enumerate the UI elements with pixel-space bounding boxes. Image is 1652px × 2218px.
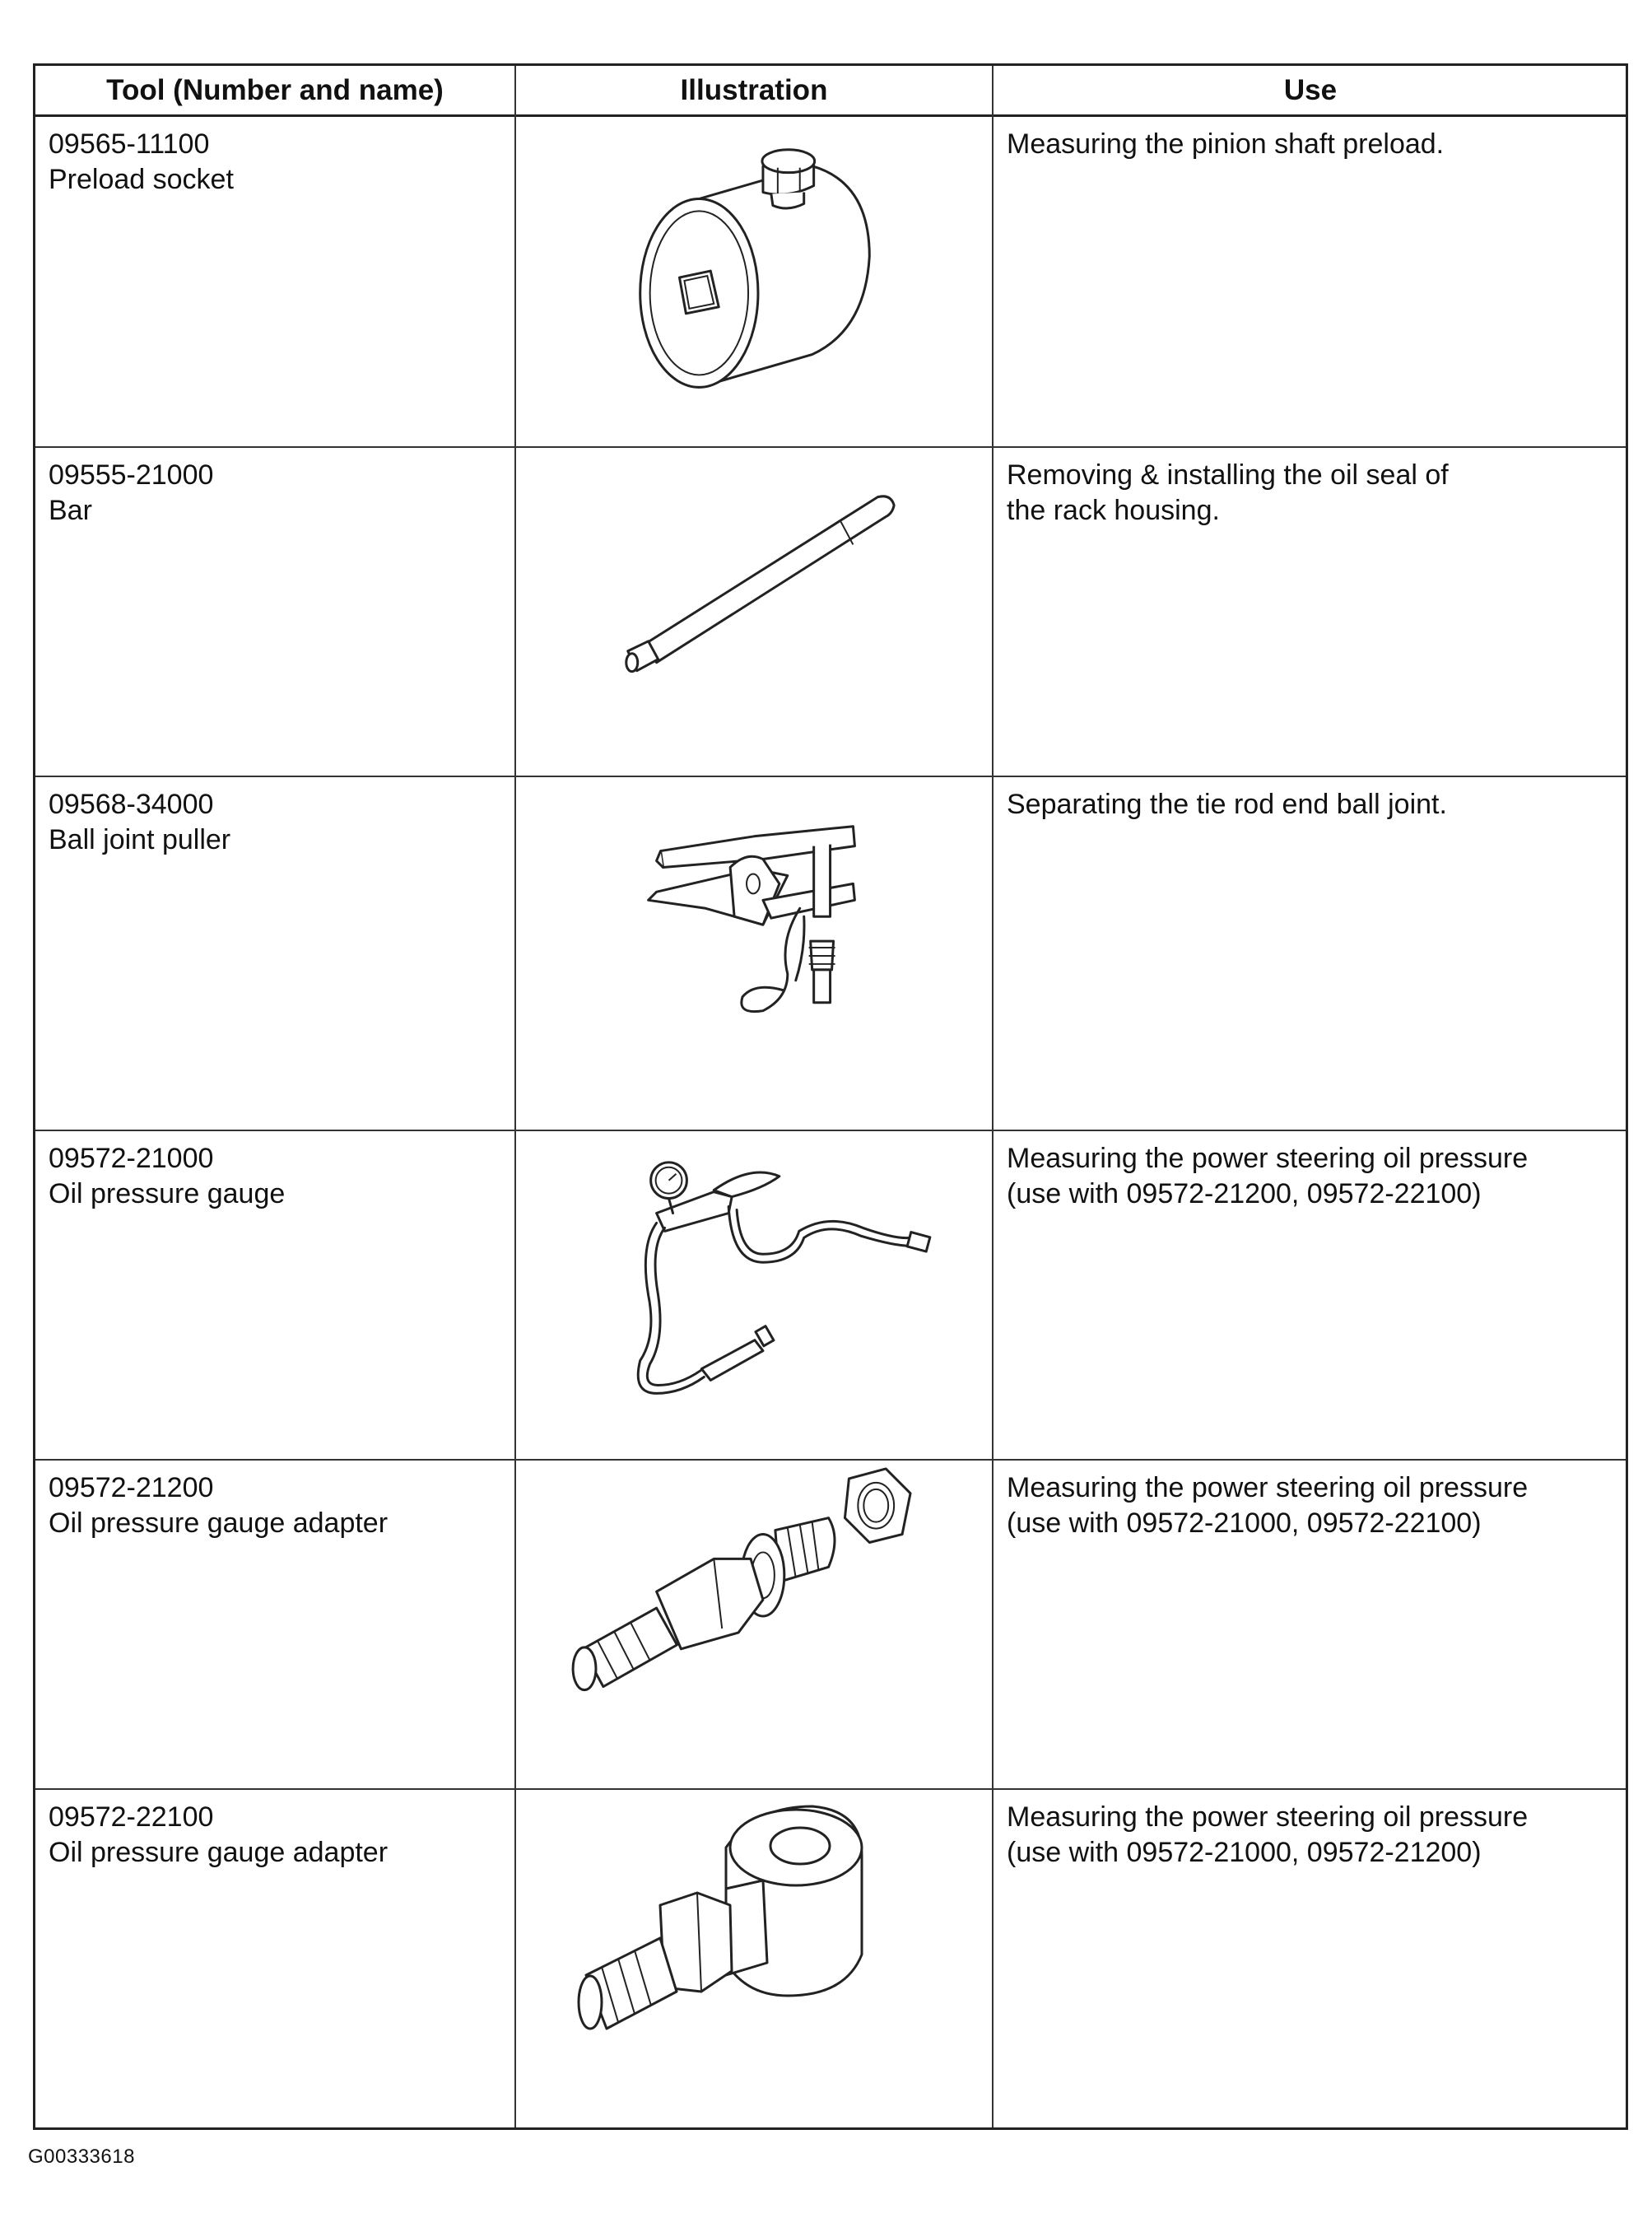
table-row — [35, 777, 1626, 1131]
use-description: Separating the tie rod end ball joint. — [1007, 789, 1447, 820]
tool-cell — [49, 1800, 510, 1871]
bar-icon — [516, 448, 992, 776]
tool-number: 09555-21000 — [49, 459, 214, 491]
header-illustration: Illustration — [680, 73, 828, 106]
column-divider — [992, 66, 994, 2127]
gauge-adapter-fitting-icon — [516, 1461, 992, 1788]
column-divider — [514, 66, 516, 2127]
tool-name: Ball joint puller — [49, 824, 231, 855]
tool-cell — [49, 1470, 510, 1541]
use-description: Removing & installing the oil seal of the rack housing. — [1007, 459, 1449, 526]
illustration-cell — [516, 1790, 992, 2130]
use-description: Measuring the power steering oil pressure (use with 09572-21200, 09572-22100) — [1007, 1143, 1529, 1209]
table-row — [35, 1790, 1626, 2130]
use-description: Measuring the power steering oil pressure (use with 09572-21000, 09572-22100) — [1007, 1472, 1529, 1539]
banjo-adapter-icon — [516, 1790, 992, 2130]
tool-name: Oil pressure gauge — [49, 1178, 286, 1209]
illustration-cell — [516, 1461, 992, 1788]
header-tool: Tool (Number and name) — [106, 73, 444, 106]
tool-name: Oil pressure gauge adapter — [49, 1837, 389, 1868]
table-row — [35, 117, 1626, 448]
table-row — [35, 448, 1626, 777]
table-row — [35, 1131, 1626, 1461]
table-row — [35, 1461, 1626, 1790]
illustration-cell — [516, 777, 992, 1130]
tool-cell — [49, 458, 510, 529]
tool-cell — [49, 787, 510, 858]
figure-code: G00333618 — [28, 2146, 135, 2168]
illustration-cell — [516, 1131, 992, 1459]
use-description: Measuring the pinion shaft preload. — [1007, 128, 1445, 160]
tool-name: Preload socket — [49, 164, 234, 195]
tool-cell — [49, 1141, 510, 1212]
oil-pressure-gauge-icon — [516, 1131, 992, 1459]
tool-name: Bar — [49, 495, 92, 526]
use-description: Measuring the power steering oil pressure (use with 09572-21000, 09572-21200) — [1007, 1801, 1529, 1868]
tool-number: 09565-11100 — [49, 128, 210, 160]
tool-name: Oil pressure gauge adapter — [49, 1507, 389, 1539]
illustration-cell — [516, 448, 992, 776]
tool-cell — [49, 127, 510, 198]
tool-number: 09572-21000 — [49, 1143, 214, 1174]
tool-number: 09572-22100 — [49, 1801, 214, 1833]
tool-number: 09568-34000 — [49, 789, 214, 820]
tool-number: 09572-21200 — [49, 1472, 214, 1503]
ball-joint-puller-icon — [516, 777, 992, 1130]
header-use: Use — [1283, 73, 1338, 106]
special-tools-table — [33, 63, 1628, 2130]
illustration-cell — [516, 117, 992, 446]
table-header — [35, 66, 1626, 117]
preload-socket-icon — [516, 117, 992, 446]
